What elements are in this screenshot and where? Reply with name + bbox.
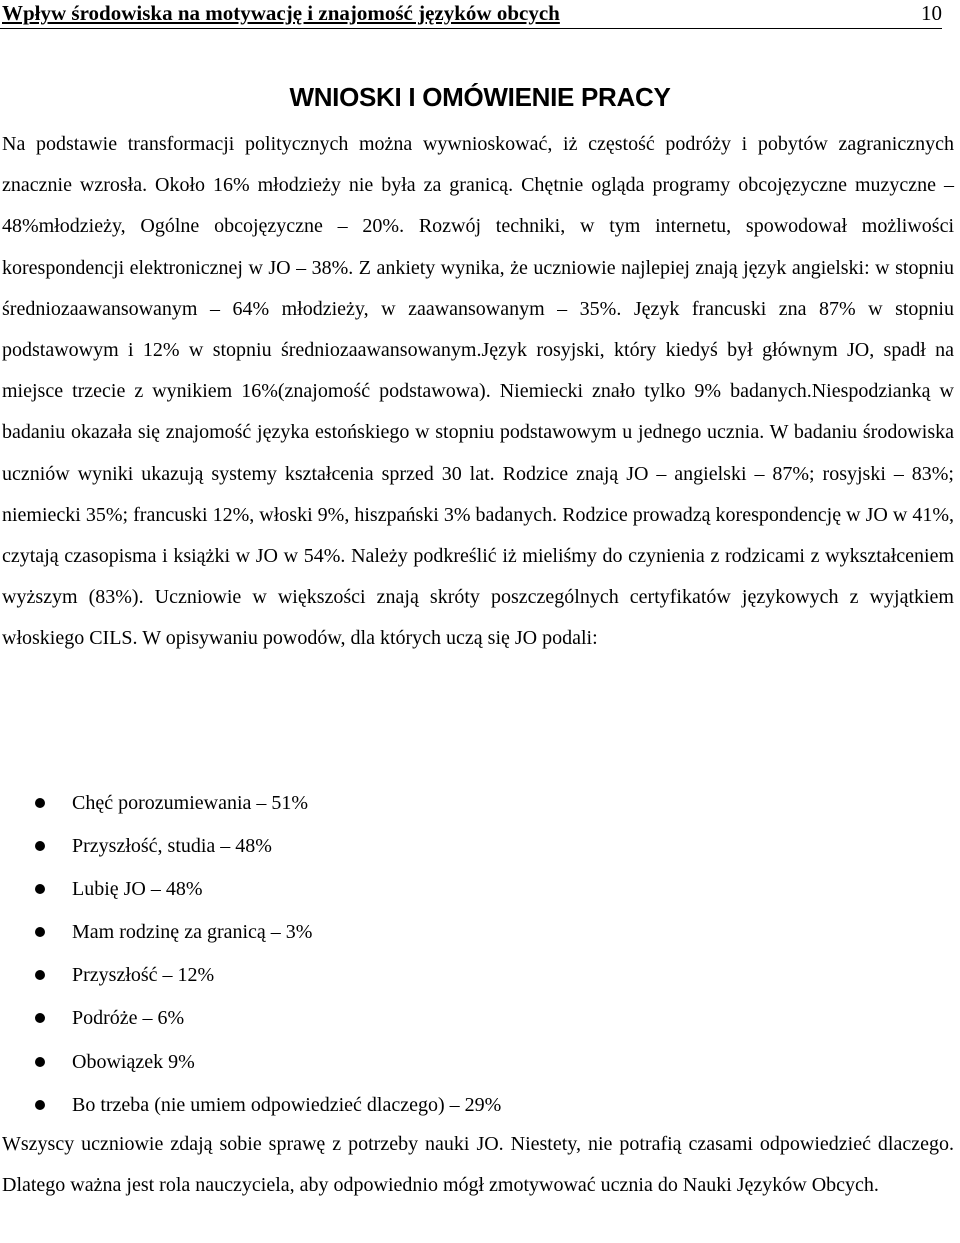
list-item	[0, 954, 700, 997]
page-number: 10	[921, 1, 942, 25]
intro-paragraph: Na podstawie transformacji politycznych można wywnioskować, iż częstość podróży i pobytów zagranicznych znacznie wzrosła. Około 16% młodzieży nie była za granicą. Chętnie ogląda programy obcojęzyczne muzyczne – 48%młodzieży, Ogólne obcojęzyczne – 20%. Rozwój techniki, w tym internetu, spowodował możliwości korespondencji elektronicznej w JO – 38%. Z ankiety wynika, że uczniowie najlepiej znają język angielski: w stopniu średniozaawansowanym – 64% młodzieży, w zaawansowanym – 35%. Język francuski zna 87% w stopniu podstawowym i 12% w stopniu średniozaawansowanym.Język rosyjski, który kiedyś był głównym JO, spadł na miejsce trzecie z wynikiem 16%(znajomość podstawowa). Niemiecki znało tylko 9% badanych.Niespodzianką w badaniu okazała się znajomość języka estońskiego w stopniu podstawowym u jednego ucznia. W badaniu środowiska uczniów wyniki ukazują systemy kształcenia sprzed 30 lat. Rodzice znają JO – angielski – 87%; rosyjski – 83%; niemiecki 35%; francuski 12%, włoski 9%, hiszpański 3% badanych. Rodzice prowadzą korespondencję w JO w 41%, czytają czasopisma i książki w JO w 54%. Należy podkreślić iż mieliśmy do czynienia z rodzicami z wykształceniem wyższym (83%). Uczniowie w większości znają skróty poszczególnych certyfikatów językowych z wyjątkiem włoskiego CILS. W opisywaniu powodów, dla których uczą się JO podali:	[2, 133, 954, 650]
list-item	[0, 997, 700, 1040]
bullet-icon	[35, 927, 45, 937]
bullet-icon	[35, 1057, 45, 1067]
section-title: WNIOSKI I OMÓWIENIE PRACY	[289, 82, 671, 112]
list-item-text: Podróże – 6%	[72, 1007, 185, 1030]
bullet-icon	[35, 884, 45, 894]
bullet-icon	[35, 841, 45, 851]
list-item-text: Lubię JO – 48%	[72, 878, 203, 901]
list-item	[0, 782, 700, 825]
reasons-list	[0, 782, 700, 1127]
bullet-icon	[35, 798, 45, 808]
list-item-text: Przyszłość – 12%	[72, 964, 215, 987]
bullet-icon	[35, 970, 45, 980]
list-item	[0, 911, 700, 954]
closing-paragraph: Wszyscy uczniowie zdają sobie sprawę z potrzeby nauki JO. Niestety, nie potrafią czasami odpowiedzieć dlaczego. Dlatego ważna jest rola nauczyciela, aby odpowiednio mógł zmotywować ucznia do Nauki Języków Obcych.	[2, 1133, 954, 1197]
list-item	[0, 825, 700, 868]
running-header-title: Wpływ środowiska na motywację i znajomość języków obcych	[2, 1, 560, 25]
list-item-text: Chęć porozumiewania – 51%	[72, 792, 309, 814]
list-item-text: Przyszłość, studia – 48%	[72, 835, 272, 858]
list-item	[0, 1041, 700, 1084]
list-item-text: Mam rodzinę za granicą – 3%	[72, 921, 313, 944]
bullet-icon	[35, 1100, 45, 1110]
list-item	[0, 1084, 700, 1127]
list-item-text: Bo trzeba (nie umiem odpowiedzieć dlaczego) – 29%	[72, 1093, 502, 1116]
bullet-icon	[35, 1013, 45, 1023]
running-header	[0, 0, 942, 29]
list-item-text: Obowiązek 9%	[72, 1050, 195, 1073]
list-item	[0, 868, 700, 911]
